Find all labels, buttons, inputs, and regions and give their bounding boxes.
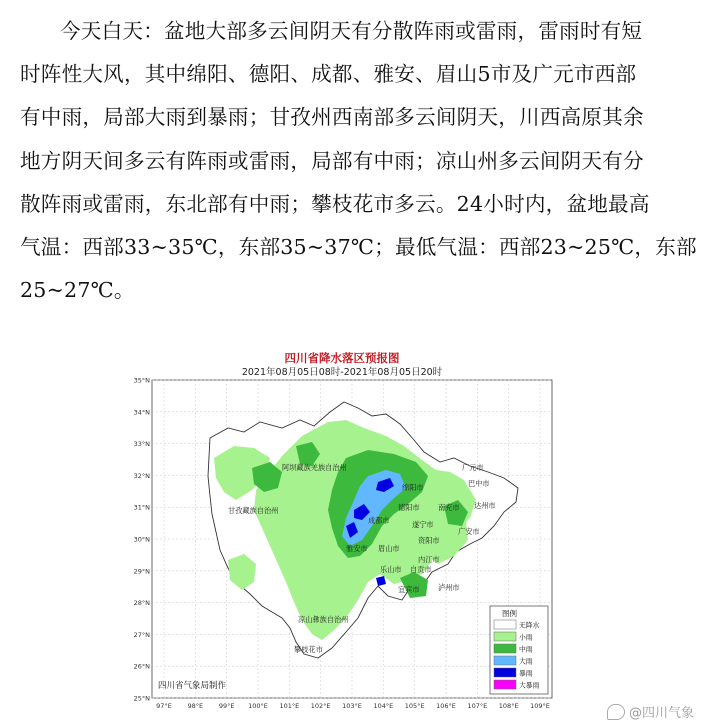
lon-tick-label: 102°E [310, 702, 331, 710]
forecast-text [20, 10, 697, 312]
label-nanchong: 南充市 [438, 503, 460, 512]
lon-tick-label: 100°E [248, 702, 268, 710]
lat-tick-label: 31°N [133, 503, 150, 512]
watermark-text: @四川气象 [628, 706, 694, 721]
lat-tick-label: 25°N [133, 694, 150, 703]
legend-label: 无降水 [519, 621, 540, 630]
forecast-line: 今天白天：盆地大部多云间阴天有分散阵雨或雷雨，雷雨时有短 [60, 19, 643, 43]
label-yaan: 雅安市 [346, 544, 368, 553]
label-garze: 甘孜藏族自治州 [228, 506, 279, 515]
precipitation-map [132, 350, 562, 720]
lon-tick-label: 105°E [404, 702, 425, 710]
lon-tick-label: 104°E [373, 702, 394, 710]
map-legend [490, 606, 548, 694]
legend-title: 图例 [502, 609, 517, 618]
label-deyang: 德阳市 [398, 503, 420, 512]
legend-swatch [494, 656, 516, 665]
legend-label: 中雨 [519, 645, 533, 654]
forecast-line: 散阵雨或雷雨，东北部有中雨；攀枝花市多云。24小时内，盆地最高 [20, 191, 650, 216]
legend-label: 暴雨 [519, 669, 533, 678]
lon-tick-label: 98°E [187, 702, 204, 710]
lat-tick-label: 27°N [133, 630, 150, 639]
lat-tick-label: 30°N [133, 535, 150, 544]
map-subtitle: 2021年08月05日08时-2021年08月05日20时 [241, 367, 443, 378]
lon-tick-label: 106°E [436, 702, 456, 710]
label-liangshan: 凉山彝族自治州 [298, 615, 349, 624]
legend-label: 大暴雨 [519, 681, 540, 690]
map-figure [132, 350, 562, 720]
label-leshan: 乐山市 [380, 565, 402, 574]
lon-tick-label: 97°E [156, 702, 172, 710]
lon-tick-label: 103°E [342, 702, 362, 710]
map-title: 四川省降水落区预报图 [284, 351, 400, 365]
forecast-line: 有中雨，局部大雨到暴雨；甘孜州西南部多云间阴天，川西高原其余 [20, 105, 644, 130]
legend-swatch [494, 680, 516, 689]
longitude-labels [156, 702, 550, 710]
forecast-line: 时阵性大风，其中绵阳、德阳、成都、雅安、眉山5市及广元市西部 [20, 62, 637, 87]
lat-tick-label: 32°N [133, 471, 150, 480]
lon-tick-label: 109°E [530, 702, 550, 710]
forecast-line: 地方阴天间多云有阵雨或雷雨，局部有中雨；凉山州多云间阴天有分 [20, 148, 644, 173]
lat-tick-label: 26°N [133, 662, 150, 671]
lon-tick-label: 108°E [498, 702, 519, 710]
label-guangyuan: 广元市 [462, 463, 484, 472]
label-chengdu: 成都市 [368, 516, 390, 525]
label-yibin: 宜宾市 [398, 585, 420, 594]
legend-label: 小雨 [519, 633, 533, 642]
label-ziyang: 资阳市 [418, 536, 440, 545]
lat-tick-label: 34°N [133, 408, 150, 417]
lat-tick-label: 28°N [133, 599, 150, 608]
legend-swatch [494, 632, 516, 641]
label-guangan: 广安市 [458, 527, 480, 536]
legend-swatch [494, 620, 516, 629]
weibo-icon [607, 704, 625, 720]
legend-swatch [494, 668, 516, 677]
forecast-line: 气温：西部33~35℃，东部35~37℃；最低气温：西部23~25℃，东部 [20, 235, 697, 260]
label-bazhong: 巴中市 [468, 479, 490, 488]
label-meishan: 眉山市 [378, 544, 400, 553]
lon-tick-label: 99°E [218, 702, 235, 710]
map-footer: 四川省气象局制作 [158, 681, 227, 691]
watermark [607, 702, 694, 721]
label-neijiang: 内江市 [418, 555, 440, 564]
label-dazhou: 达州市 [474, 501, 496, 510]
legend-swatch [494, 644, 516, 653]
lat-tick-label: 35°N [133, 376, 150, 385]
lat-tick-label: 33°N [133, 440, 150, 449]
latitude-labels [134, 377, 151, 703]
label-aba: 阿坝藏族羌族自治州 [282, 463, 347, 472]
lat-tick-label: 29°N [133, 567, 150, 576]
label-luzhou: 泸州市 [438, 583, 460, 592]
lon-tick-label: 101°E [279, 702, 300, 710]
label-panzhihua: 攀枝花市 [294, 645, 323, 654]
label-zigong: 自贡市 [410, 565, 432, 574]
legend-label: 大雨 [519, 657, 533, 666]
label-suining: 遂宁市 [412, 520, 434, 529]
lon-tick-label: 107°E [467, 702, 488, 710]
forecast-line: 25~27℃。 [20, 278, 135, 303]
label-mianyang: 绵阳市 [402, 483, 424, 492]
